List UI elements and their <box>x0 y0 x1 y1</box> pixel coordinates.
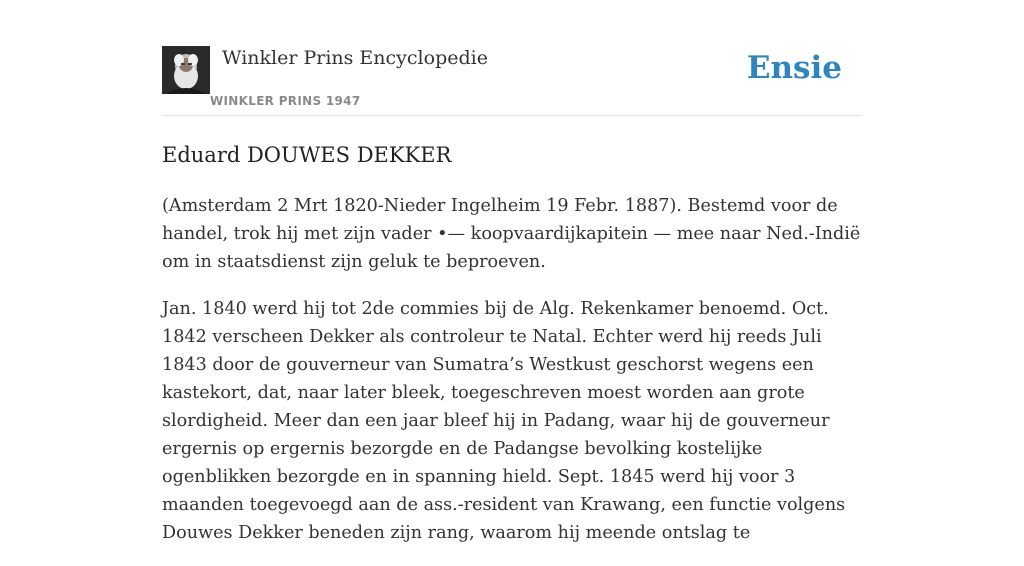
author-portrait-graphic <box>162 46 210 94</box>
site-title[interactable]: Winkler Prins Encyclopedie <box>222 47 488 69</box>
ensie-logo[interactable]: Ensie <box>746 50 842 86</box>
article-body <box>162 192 868 566</box>
article-paragraph-2: Jan. 1840 werd hij tot 2de commies bij de Alg. Rekenkamer benoemd. Oct. 1842 verscheen Dekker als controleur te Natal. Echter werd hij reeds Juli 1843 door de gouverneur van Sumatra’s Westkust geschorst wegens een kastekort, dat, naar later bleek, toegeschreven moest worden aan grote slordigheid. Meer dan een jaar bleef hij in Padang, waar hij de gouverneur ergernis op ergernis bezorgde en de Padangse bevolking kostelijke ogenblikken bezorgde en in spanning hield. Sept. 1845 werd hij voor 3 maanden toegevoegd aan de ass.-resident van Krawang, een functie volgens Douwes Dekker beneden zijn rang, waarom hij meende ontslag te <box>162 299 846 543</box>
header-divider <box>162 115 862 116</box>
author-portrait-icon[interactable] <box>162 46 210 94</box>
article-title: Eduard DOUWES DEKKER <box>162 143 452 167</box>
source-label[interactable]: WINKLER PRINS 1947 <box>210 94 361 108</box>
header <box>162 46 862 116</box>
article-paragraph-1: (Amsterdam 2 Mrt 1820-Nieder Ingelheim 19 Febr. 1887). Bestemd voor de handel, trok hij met zijn vader •— koopvaardijkapitein — mee naar Ned.-Indië om in staatsdienst zijn geluk te beproeven. <box>162 196 861 272</box>
